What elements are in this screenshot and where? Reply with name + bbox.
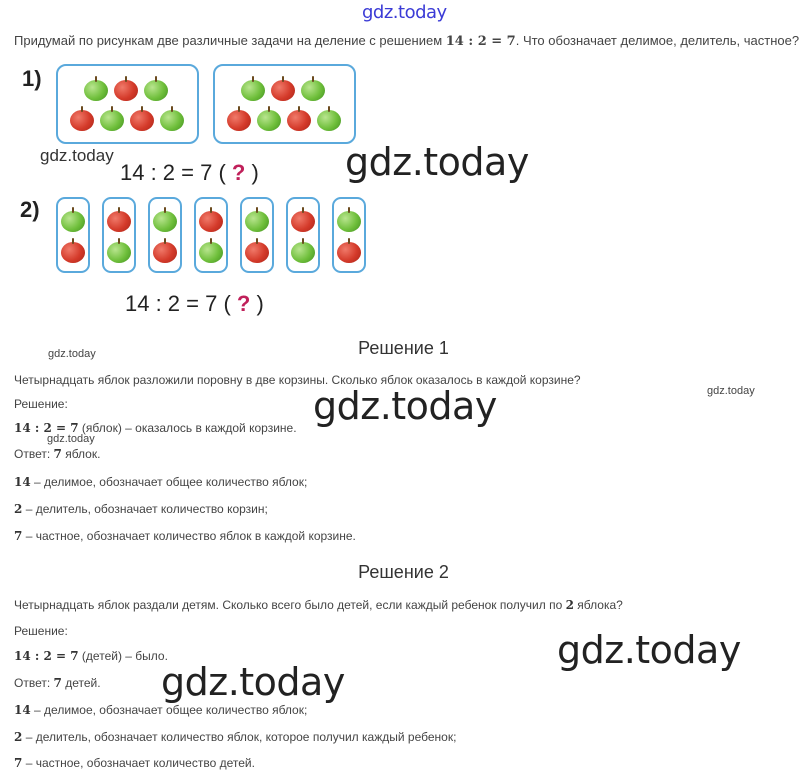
pair-box <box>56 197 90 273</box>
solution-1-divisor <box>14 502 268 516</box>
answer-text: детей. <box>61 676 101 690</box>
watermark: gdz.today <box>40 146 114 165</box>
solution-2-heading: Решение 2 <box>358 562 449 582</box>
green-apple <box>199 242 223 263</box>
divisor-number: 2 <box>14 730 23 744</box>
divisor-text: – делитель, обозначает количество корзин; <box>22 502 268 516</box>
picture-label-1: 1) <box>22 66 42 91</box>
red-apple <box>271 80 295 101</box>
pair-box <box>286 197 320 273</box>
pair-box <box>148 197 182 273</box>
red-apple <box>291 211 315 232</box>
solution-1-problem: Четырнадцать яблок разложили поровну в две корзины. Сколько яблок оказалось в каждой корзине? <box>14 373 581 387</box>
task-text-before: Придумай по рисункам две различные задачи на деление с решением <box>14 33 446 48</box>
watermark: gdz.today <box>48 348 96 360</box>
green-apple <box>100 110 124 131</box>
red-apple <box>114 80 138 101</box>
quotient-text: – частное, обозначает количество яблок в каждой корзине. <box>22 529 356 543</box>
watermark: gdz.today <box>161 660 345 704</box>
pair-box <box>194 197 228 273</box>
green-apple <box>153 211 177 232</box>
watermark: gdz.today <box>557 628 741 672</box>
watermark: gdz.today <box>47 433 95 445</box>
red-apple <box>287 110 311 131</box>
site-logo[interactable]: gdz.today <box>362 2 447 23</box>
solution-2-calc <box>14 649 168 663</box>
green-apple <box>144 80 168 101</box>
calc-formula: 14 : 2 = 7 <box>14 649 79 663</box>
question-mark: ? <box>231 160 246 185</box>
solution-2-problem <box>14 598 623 612</box>
quotient-text: – частное, обозначает количество детей. <box>22 756 255 770</box>
solution-2-label: Решение: <box>14 624 68 638</box>
answer-prefix: Ответ: <box>14 447 54 461</box>
equation-1 <box>120 160 259 186</box>
solution-2-answer <box>14 676 101 690</box>
solution-2-dividend <box>14 703 307 717</box>
apple-pairs <box>56 197 376 275</box>
calc-formula: 14 : 2 = 7 <box>14 421 79 435</box>
divisor-text: – делитель, обозначает количество яблок, которое получил каждый ребенок; <box>22 730 457 744</box>
red-apple <box>153 242 177 263</box>
quotient-number: 7 <box>14 529 23 543</box>
red-apple <box>107 211 131 232</box>
answer-number: 7 <box>53 676 62 690</box>
equation-1-main: 14 : 2 = 7 ( <box>120 160 226 185</box>
green-apple <box>245 211 269 232</box>
problem-text-after: яблока? <box>573 598 623 612</box>
green-apple <box>337 211 361 232</box>
solution-1-calc <box>14 421 297 435</box>
red-apple <box>130 110 154 131</box>
solution-1-label: Решение: <box>14 397 68 411</box>
pair-box <box>102 197 136 273</box>
green-apple <box>301 80 325 101</box>
pair-box <box>240 197 274 273</box>
green-apple <box>317 110 341 131</box>
dividend-number: 14 <box>14 475 31 489</box>
question-mark: ? <box>236 291 251 316</box>
divisor-number: 2 <box>14 502 23 516</box>
basket-left <box>56 64 199 144</box>
equation-2-main: 14 : 2 = 7 ( <box>125 291 231 316</box>
green-apple <box>160 110 184 131</box>
picture-label-2: 2) <box>20 197 40 222</box>
red-apple <box>70 110 94 131</box>
quotient-number: 7 <box>14 756 23 770</box>
equation-2-end: ) <box>256 291 264 316</box>
green-apple <box>257 110 281 131</box>
red-apple <box>337 242 361 263</box>
red-apple <box>199 211 223 232</box>
solution-1-answer <box>14 447 100 461</box>
watermark: gdz.today <box>707 385 755 397</box>
dividend-number: 14 <box>14 703 31 717</box>
green-apple <box>61 211 85 232</box>
pair-box <box>332 197 366 273</box>
watermark: gdz.today <box>345 140 529 184</box>
calc-text: (детей) – было. <box>78 649 168 663</box>
task-formula: 14 : 2 = 7 <box>445 34 516 49</box>
green-apple <box>291 242 315 263</box>
green-apple <box>241 80 265 101</box>
answer-number: 7 <box>53 447 62 461</box>
answer-text: яблок. <box>61 447 101 461</box>
dividend-text: – делимое, обозначает общее количество яблок; <box>30 475 308 489</box>
problem-number: 2 <box>565 598 574 612</box>
watermark: gdz.today <box>313 384 497 428</box>
task-text-after: . Что обозначает делимое, делитель, частное? <box>515 33 800 48</box>
solution-2-quotient <box>14 756 255 770</box>
green-apple <box>84 80 108 101</box>
solution-1-heading: Решение 1 <box>358 338 449 358</box>
red-apple <box>227 110 251 131</box>
solution-2-divisor <box>14 730 456 744</box>
calc-text: (яблок) – оказалось в каждой корзине. <box>78 421 297 435</box>
red-apple <box>245 242 269 263</box>
solution-1-quotient <box>14 529 356 543</box>
red-apple <box>61 242 85 263</box>
problem-text-before: Четырнадцать яблок раздали детям. Сколько всего было детей, если каждый ребенок получил по <box>14 598 566 612</box>
answer-prefix: Ответ: <box>14 676 54 690</box>
equation-1-end: ) <box>251 160 259 185</box>
green-apple <box>107 242 131 263</box>
equation-2 <box>125 291 264 317</box>
task-text <box>14 33 799 49</box>
dividend-text: – делимое, обозначает общее количество яблок; <box>30 703 308 717</box>
solution-1-dividend <box>14 475 307 489</box>
basket-right <box>213 64 356 144</box>
